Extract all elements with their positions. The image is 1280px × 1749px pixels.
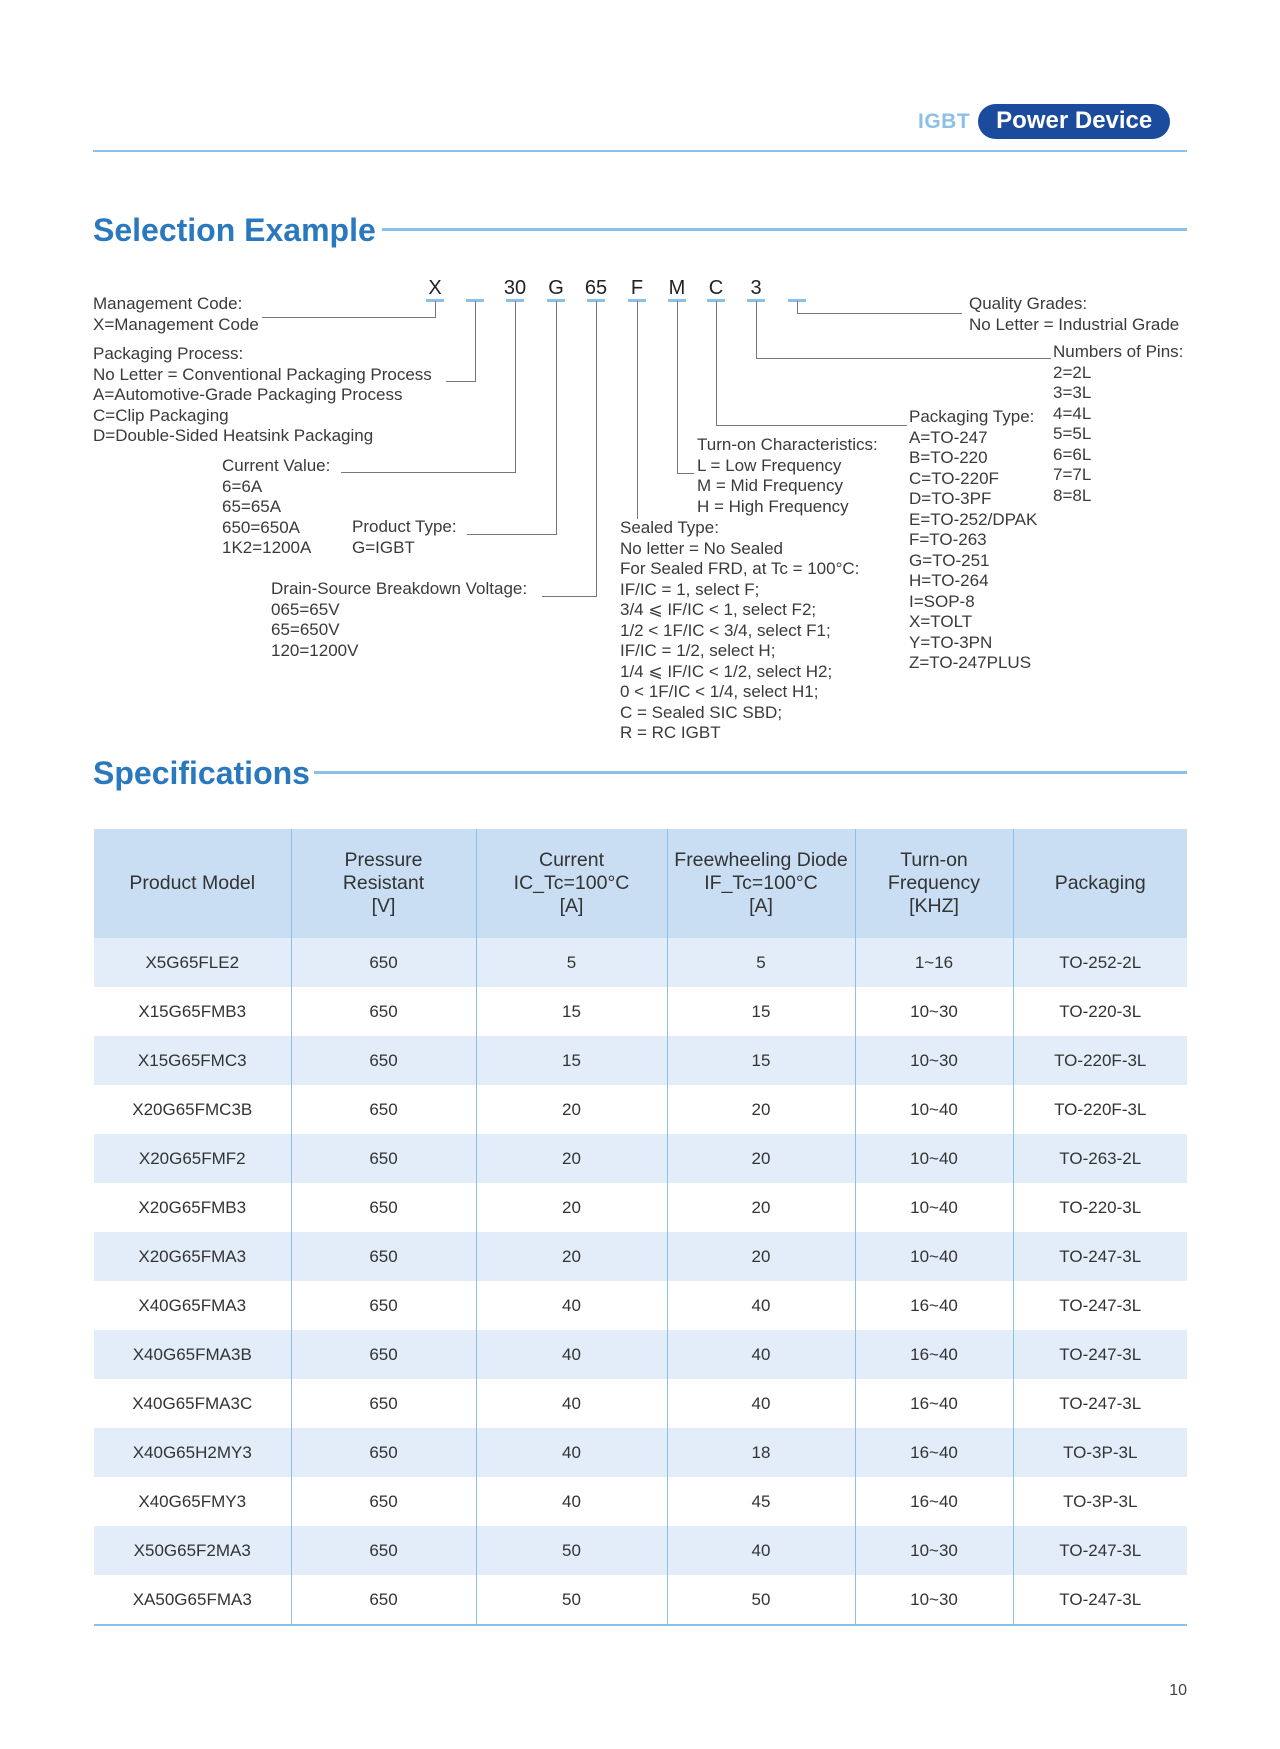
legend-line: C=TO-220F	[909, 468, 999, 488]
table-cell: TO-247-3L	[1013, 1379, 1187, 1428]
table-cell: 50	[476, 1526, 667, 1575]
column-header-line: Frequency	[887, 872, 981, 894]
connector-line	[596, 301, 597, 596]
table-cell: 10~40	[855, 1232, 1013, 1281]
legend-line: For Sealed FRD, at Tc = 100°C:	[620, 559, 860, 578]
table-cell: 10~40	[855, 1085, 1013, 1134]
legend-label: Current Value:	[222, 456, 331, 475]
column-header-line: [KHZ]	[909, 895, 959, 917]
code-letter: C	[708, 277, 724, 299]
table-cell: TO-247-3L	[1013, 1330, 1187, 1379]
selection-title-rule	[382, 228, 1187, 231]
legend-line: 3=3L	[1053, 383, 1092, 402]
legend-line: 65=65A	[222, 497, 282, 516]
table-cell: 10~40	[855, 1183, 1013, 1232]
table-row	[94, 938, 1187, 987]
column-header-line: Freewheeling Diode	[674, 849, 848, 871]
table-cell: 20	[476, 1232, 667, 1281]
column-header	[855, 829, 1013, 938]
table-cell: TO-220-3L	[1013, 987, 1187, 1036]
column-header	[1013, 829, 1187, 938]
connector-line	[542, 596, 597, 597]
connector-line	[637, 301, 638, 519]
connector-line	[797, 301, 798, 313]
legend-line: 2=2L	[1053, 362, 1092, 382]
legend-line: 7=7L	[1053, 465, 1092, 484]
legend-line: C = Sealed SIC SBD;	[620, 702, 783, 722]
table-row	[94, 1183, 1187, 1232]
legend-line: 65=650V	[271, 620, 340, 639]
table-cell: 20	[476, 1134, 667, 1183]
table-row	[94, 1281, 1187, 1330]
table-cell: 650	[291, 1232, 476, 1281]
connector-line	[446, 381, 476, 382]
legend-packaging-type	[909, 407, 1037, 674]
table-cell: 40	[476, 1330, 667, 1379]
connector-line	[515, 301, 516, 472]
column-header	[476, 829, 667, 938]
table-cell: 45	[667, 1477, 855, 1526]
column-header-line: Resistant	[342, 872, 425, 894]
table-cell: TO-252-2L	[1013, 938, 1187, 987]
table-cell: 16~40	[855, 1281, 1013, 1330]
connector-line	[467, 534, 557, 535]
column-header-line: IC_Tc=100°C	[513, 872, 630, 894]
legend-line: 5=5L	[1053, 424, 1092, 443]
legend-line: H=TO-264	[909, 571, 989, 590]
legend-line: R = RC IGBT	[620, 723, 721, 742]
legend-line: No Letter = Conventional Packaging Process	[93, 364, 432, 384]
table-cell: 650	[291, 1085, 476, 1134]
legend-line: 1/4 ⩽ IF/IC < 1/2, select H2;	[620, 661, 833, 681]
column-header	[291, 829, 476, 938]
table-cell: 5	[476, 938, 667, 987]
table-row	[94, 1379, 1187, 1428]
table-cell: X20G65FMC3B	[132, 1099, 253, 1119]
table-cell: TO-220F-3L	[1013, 1036, 1187, 1085]
legend-product-type	[352, 517, 457, 558]
column-header-line: [A]	[749, 895, 773, 917]
legend-line: F=TO-263	[909, 530, 987, 549]
table-header-row	[94, 829, 1187, 938]
table-cell: X50G65F2MA3	[94, 1526, 291, 1575]
table-cell: 50	[667, 1575, 855, 1625]
legend-label: Drain-Source Breakdown Voltage:	[271, 579, 528, 598]
table-cell: 40	[476, 1428, 667, 1477]
table-row	[94, 987, 1187, 1036]
power-device-badge: Power Device	[978, 104, 1170, 139]
table-cell: 40	[476, 1477, 667, 1526]
table-cell: 16~40	[855, 1330, 1013, 1379]
table-cell: TO-247-3L	[1013, 1281, 1187, 1330]
legend-packaging-process	[93, 344, 432, 447]
code-letter: M	[668, 277, 686, 299]
connector-line	[797, 313, 962, 314]
category-label: IGBT	[918, 109, 971, 133]
legend-line: 4=4L	[1053, 403, 1092, 423]
table-cell: 40	[667, 1526, 855, 1575]
specifications-table	[94, 829, 1187, 1626]
column-header-line: [V]	[371, 895, 396, 917]
connector-line	[677, 301, 678, 473]
table-cell: X15G65FMB3	[138, 1001, 247, 1021]
table-cell: X20G65FMB3	[138, 1197, 247, 1217]
legend-line: Y=TO-3PN	[909, 632, 993, 652]
legend-line: 0 < 1F/IC < 1/4, select H1;	[620, 682, 819, 701]
table-cell: 650	[291, 1575, 476, 1625]
table-cell: 650	[291, 1183, 476, 1232]
table-cell: TO-220-3L	[1013, 1183, 1187, 1232]
legend-line: IF/IC = 1/2, select H;	[620, 641, 776, 660]
table-cell: TO-3P-3L	[1013, 1428, 1187, 1477]
legend-current-value	[222, 456, 330, 559]
legend-line: 6=6L	[1053, 444, 1092, 464]
selection-example-title: Selection Example	[93, 212, 376, 248]
table-cell: 650	[291, 987, 476, 1036]
table-cell: 650	[291, 1379, 476, 1428]
table-cell: 20	[667, 1232, 855, 1281]
table-cell: X20G65FMF2	[94, 1134, 291, 1183]
code-letter: X	[428, 277, 442, 299]
table-cell: 1~16	[855, 938, 1013, 987]
table-cell: 16~40	[855, 1477, 1013, 1526]
table-row	[94, 1477, 1187, 1526]
table-cell: 15	[476, 1036, 667, 1085]
legend-line: 1/2 < 1F/IC < 3/4, select F1;	[620, 620, 831, 640]
table-cell: 650	[291, 1477, 476, 1526]
legend-line: I=SOP-8	[909, 591, 975, 611]
legend-line: D=TO-3PF	[909, 489, 992, 508]
column-header-line: [A]	[559, 895, 584, 917]
legend-breakdown-voltage	[271, 579, 527, 661]
table-row	[94, 1134, 1187, 1183]
table-cell: 20	[667, 1183, 855, 1232]
legend-line: X=Management Code	[93, 314, 259, 334]
connector-line	[435, 301, 436, 317]
legend-line: 065=65V	[271, 599, 340, 619]
legend-line: C=Clip Packaging	[93, 405, 229, 425]
connector-line	[756, 358, 1051, 359]
table-cell: X40G65FMA3C	[132, 1393, 253, 1413]
table-cell: X40G65FMA3	[138, 1295, 247, 1315]
legend-line: 3/4 ⩽ IF/IC < 1, select F2;	[620, 600, 817, 619]
column-header	[667, 829, 855, 938]
table-row	[94, 1232, 1187, 1281]
connector-line	[677, 473, 694, 474]
table-cell: 650	[291, 938, 476, 987]
table-cell: 10~30	[855, 1526, 1013, 1575]
table-cell: 16~40	[855, 1428, 1013, 1477]
legend-sealed-type	[620, 518, 859, 744]
connector-line	[716, 425, 907, 426]
table-cell: 10~30	[855, 987, 1013, 1036]
legend-line: 6=6A	[222, 476, 263, 496]
table-cell: 50	[476, 1575, 667, 1625]
legend-line: 8=8L	[1053, 485, 1092, 505]
table-cell: TO-247-3L	[1013, 1232, 1187, 1281]
table-row	[94, 1330, 1187, 1379]
table-cell: TO-3P-3L	[1013, 1477, 1187, 1526]
legend-line: D=Double-Sided Heatsink Packaging	[93, 426, 374, 445]
legend-number-of-pins	[1053, 342, 1183, 506]
column-header-line: Pressure	[344, 849, 423, 871]
legend-label: Product Type:	[352, 517, 457, 536]
table-cell: TO-247-3L	[1013, 1575, 1187, 1625]
table-cell: 16~40	[855, 1379, 1013, 1428]
legend-line: A=TO-247	[909, 427, 988, 447]
page-header-badge	[918, 104, 1170, 139]
table-cell: 5	[667, 938, 855, 987]
specifications-title-rule	[314, 771, 1187, 774]
table-row	[94, 1036, 1187, 1085]
legend-line: G=TO-251	[909, 550, 990, 570]
column-header	[94, 829, 291, 938]
legend-line: No Letter = Industrial Grade	[969, 314, 1180, 334]
column-header-line: Turn-on	[900, 849, 968, 871]
legend-label: Sealed Type:	[620, 518, 719, 537]
connector-line	[262, 317, 436, 318]
table-cell: TO-247-3L	[1013, 1526, 1187, 1575]
table-cell: TO-220F-3L	[1013, 1085, 1187, 1134]
connector-line	[756, 301, 757, 358]
code-letter: 3	[750, 277, 762, 299]
legend-line: 650=650A	[222, 517, 300, 537]
specifications-title: Specifications	[93, 755, 310, 791]
table-cell: 20	[476, 1183, 667, 1232]
page-number: 10	[1169, 1682, 1187, 1699]
legend-label: Packaging Type:	[909, 407, 1035, 426]
legend-line: B=TO-220	[909, 448, 988, 467]
column-header-line: Product Model	[129, 872, 256, 894]
code-letter: G	[548, 277, 564, 299]
legend-label: Numbers of Pins:	[1053, 342, 1184, 361]
table-cell: 10~30	[855, 1036, 1013, 1085]
code-letter: 65	[584, 277, 608, 299]
table-cell: 15	[476, 987, 667, 1036]
table-cell: 18	[667, 1428, 855, 1477]
legend-line: M = Mid Frequency	[697, 476, 843, 495]
connector-line	[716, 301, 717, 425]
code-letter: F	[630, 277, 644, 299]
table-cell: X5G65FLE2	[94, 938, 291, 987]
table-cell: X20G65FMA3	[94, 1232, 291, 1281]
connector-line	[341, 472, 516, 473]
table-cell: 20	[667, 1134, 855, 1183]
connector-line	[556, 301, 557, 534]
legend-line: 120=1200V	[271, 640, 359, 660]
header-divider	[93, 150, 1187, 152]
legend-line: E=TO-252/DPAK	[909, 509, 1038, 529]
table-cell: 40	[476, 1281, 667, 1330]
legend-label: Packaging Process:	[93, 344, 244, 363]
table-cell: 650	[291, 1281, 476, 1330]
table-cell: 20	[476, 1085, 667, 1134]
table-cell: 650	[291, 1526, 476, 1575]
legend-turn-on-characteristics	[697, 435, 878, 517]
table-cell: 40	[667, 1379, 855, 1428]
legend-management-code	[93, 294, 259, 335]
table-row	[94, 1428, 1187, 1477]
legend-line: No letter = No Sealed	[620, 538, 784, 558]
table-cell: X40G65FMY3	[138, 1491, 247, 1511]
legend-label: Turn-on Characteristics:	[697, 435, 878, 454]
table-cell: 40	[667, 1330, 855, 1379]
legend-line: 1K2=1200A	[222, 538, 312, 557]
table-cell: 650	[291, 1428, 476, 1477]
code-letter: 30	[503, 277, 527, 299]
table-cell: X15G65FMC3	[94, 1036, 291, 1085]
table-cell: XA50G65FMA3	[94, 1575, 291, 1625]
table-cell: 650	[291, 1134, 476, 1183]
legend-line: IF/IC = 1, select F;	[620, 579, 760, 599]
table-cell: TO-263-2L	[1013, 1134, 1187, 1183]
table-cell: 40	[476, 1379, 667, 1428]
table-cell: 15	[667, 1036, 855, 1085]
table-row	[94, 1085, 1187, 1134]
table-cell: 650	[291, 1036, 476, 1085]
table-cell: 20	[667, 1085, 855, 1134]
table-cell: 10~30	[855, 1575, 1013, 1625]
legend-line: G=IGBT	[352, 537, 415, 557]
legend-line: X=TOLT	[909, 612, 973, 631]
connector-line	[475, 301, 476, 381]
legend-quality-grades	[969, 294, 1179, 335]
column-header-line: Current	[538, 849, 605, 871]
legend-line: H = High Frequency	[697, 496, 849, 516]
table-row	[94, 1526, 1187, 1575]
column-header-line: IF_Tc=100°C	[704, 872, 818, 894]
legend-line: A=Automotive-Grade Packaging Process	[93, 385, 403, 404]
legend-label: Quality Grades:	[969, 294, 1088, 313]
legend-label: Management Code:	[93, 294, 243, 313]
table-cell: 40	[667, 1281, 855, 1330]
table-cell: X40G65H2MY3	[94, 1428, 291, 1477]
table-cell: 10~40	[855, 1134, 1013, 1183]
table-row	[94, 1575, 1187, 1625]
legend-line: Z=TO-247PLUS	[909, 653, 1032, 672]
column-header-line: Packaging	[1054, 872, 1146, 894]
table-cell: X40G65FMA3B	[94, 1330, 291, 1379]
legend-line: L = Low Frequency	[697, 455, 842, 475]
table-cell: 650	[291, 1330, 476, 1379]
table-cell: 15	[667, 987, 855, 1036]
